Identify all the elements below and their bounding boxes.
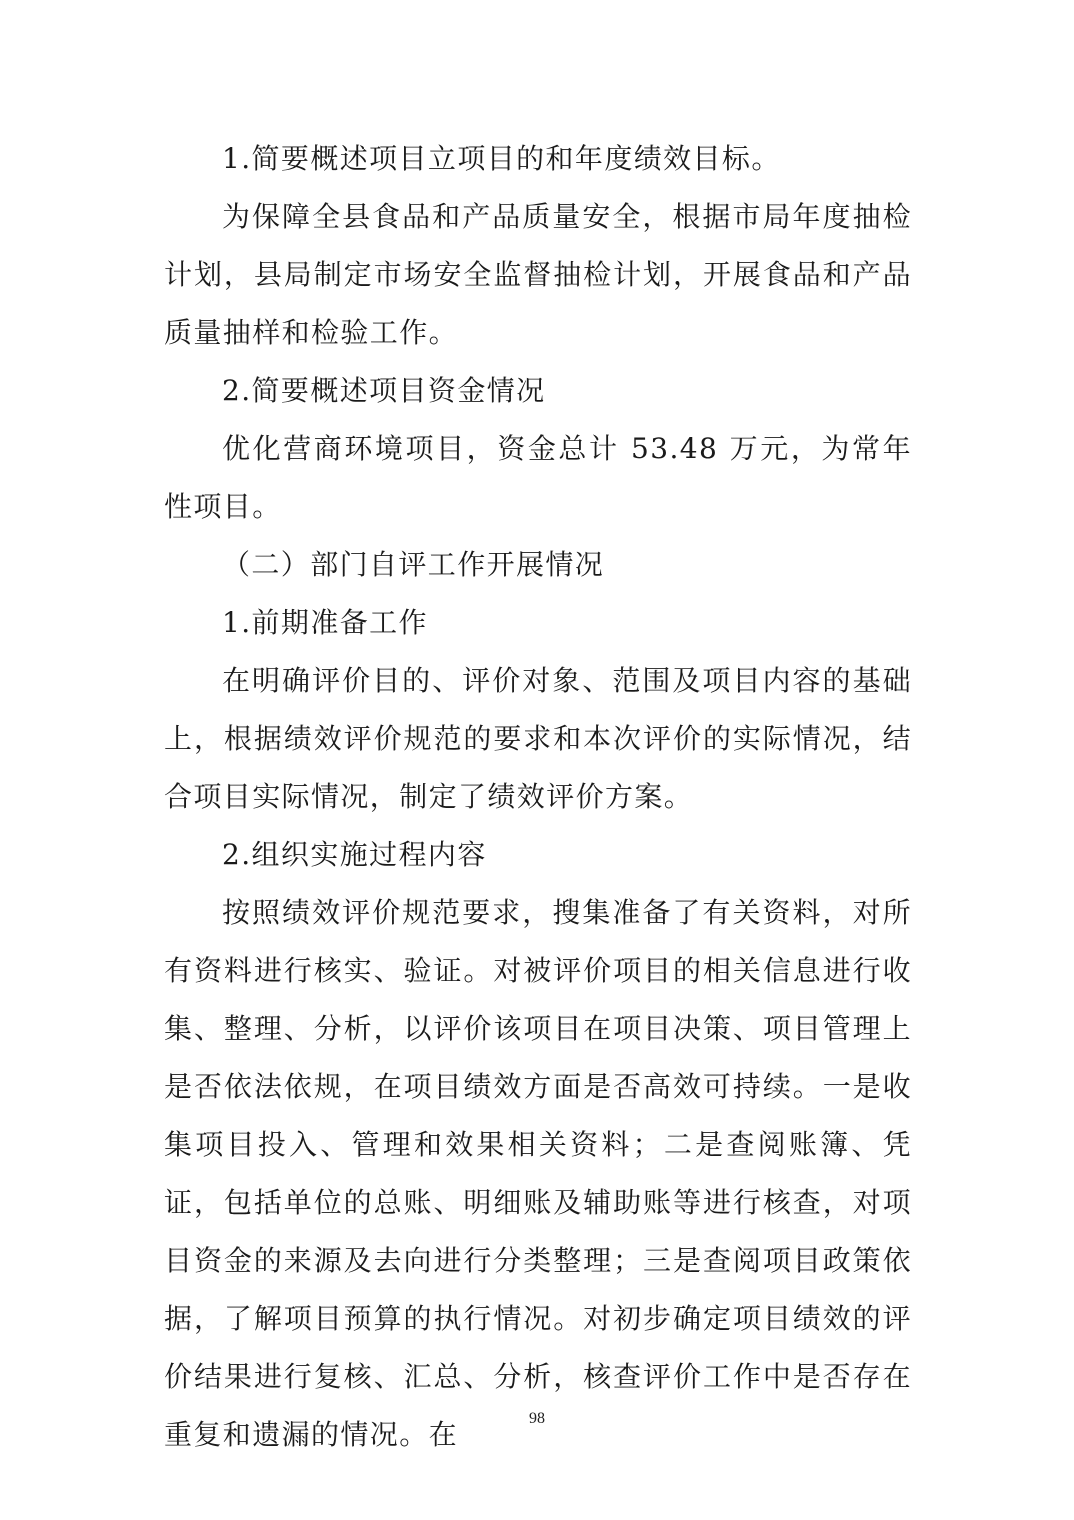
item-heading-1: 1.前期准备工作: [222, 606, 428, 639]
item-heading-2: 2.组织实施过程内容: [222, 838, 487, 871]
document-body: [164, 130, 912, 1464]
page-number: 98: [529, 1410, 545, 1427]
item-heading-1: 1.简要概述项目立项目的和年度绩效目标。: [222, 142, 781, 175]
body-paragraph: 按照绩效评价规范要求，搜集准备了有关资料，对所有资料进行核实、验证。对被评价项目的相关信息进行收集、整理、分析，以评价该项目在项目决策、项目管理上是否依法依规，在项目绩效方面是否高效可持续。一是收集项目投入、管理和效果相关资料；二是查阅账簿、凭证，包括单位的总账、明细账及辅助账等进行核查，对项目资金的来源及去向进行分类整理；三是查阅项目政策依据，了解项目预算的执行情况。对初步确定项目绩效的评价结果进行复核、汇总、分析，核查评价工作中是否存在重复和遗漏的情况。在: [164, 896, 912, 1451]
body-paragraph: 在明确评价目的、评价对象、范围及项目内容的基础上，根据绩效评价规范的要求和本次评价的实际情况，结合项目实际情况，制定了绩效评价方案。: [164, 664, 912, 813]
item-heading-2: 2.简要概述项目资金情况: [222, 374, 546, 407]
section-heading: （二）部门自评工作开展情况: [222, 548, 605, 581]
body-paragraph: 为保障全县食品和产品质量安全，根据市局年度抽检计划，县局制定市场安全监督抽检计划，开展食品和产品质量抽样和检验工作。: [164, 200, 912, 349]
body-paragraph: 优化营商环境项目，资金总计 53.48 万元，为常年性项目。: [164, 432, 912, 523]
